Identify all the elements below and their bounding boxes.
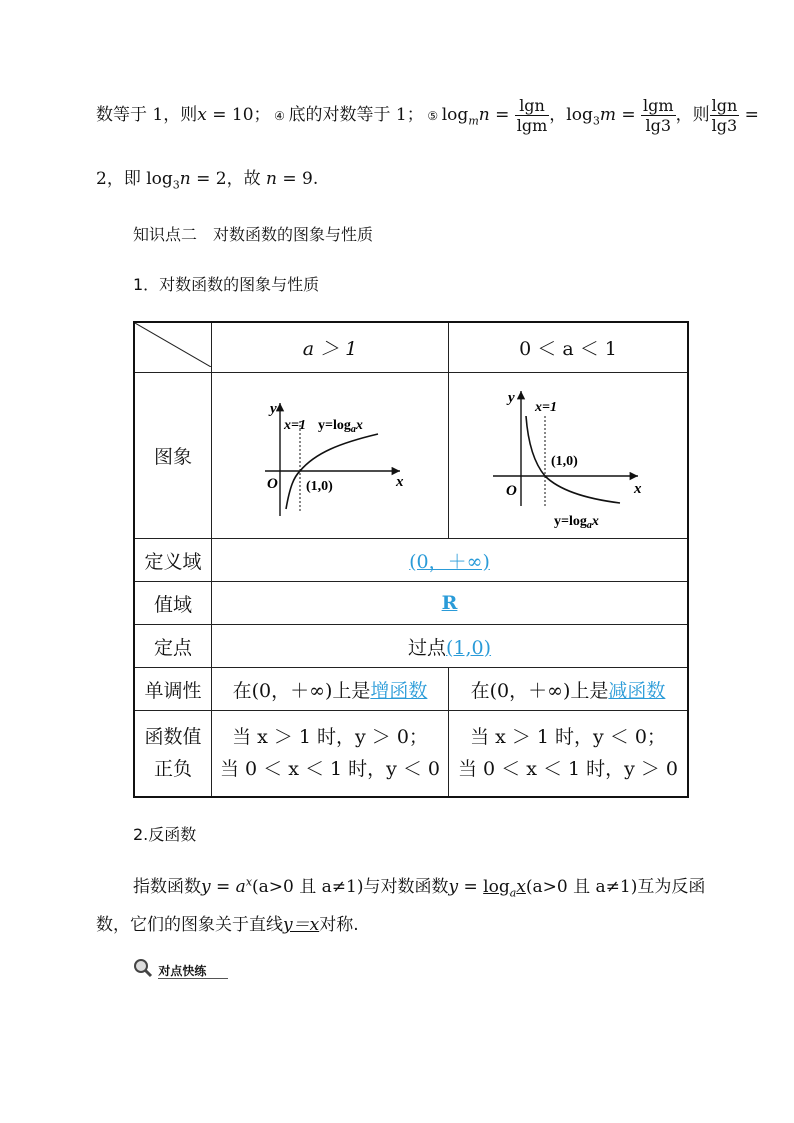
fraction-lgn-lgm: $\frac{\lg n}{\lg m}$: [516, 96, 548, 136]
graph1-point-label: (1,0): [306, 478, 333, 494]
graph1-y-label: y: [270, 400, 277, 417]
sign-a-gt-1-cell: 当 x ＞ 1 时，y ＞ 0； 当 0 ＜ x ＜ 1 时，y ＜ 0: [212, 711, 449, 797]
fixed-point-cell: 过点(1,0): [212, 625, 689, 668]
subsection-heading-2: 2.反函数: [133, 825, 197, 844]
graph1-x-label: x: [396, 473, 404, 490]
row-label-monotonicity: 单调性: [134, 668, 212, 711]
mono-decreasing: 减函数: [608, 679, 666, 702]
inverse-line-1: 指数函数$y = a^x(a>0$ 且 a≠1)与对数函数$y = \log_ax(a>0$ 且 a≠1)互为反函: [133, 875, 706, 900]
row-label-fixed-point: 定点: [134, 625, 212, 668]
line-blank: y＝x: [283, 915, 320, 935]
graph2-vline-label: x=1: [535, 399, 557, 415]
graph2-y-label: y: [508, 389, 515, 406]
subsection-heading-1: 1．对数函数的图象与性质: [133, 275, 320, 294]
fraction-lgm-lg3: $\frac{\lg m}{\lg 3}$: [643, 96, 674, 136]
log-function-table: [133, 321, 689, 798]
log-graph-a-gt-1: [250, 391, 410, 521]
graph2-origin: O: [506, 482, 517, 499]
section-heading: 知识点二 对数函数的图象与性质: [133, 225, 374, 244]
graph2-point-label: (1,0): [551, 453, 578, 469]
graph1-curve-label: $y=\log_ax$: [318, 417, 363, 435]
mono-increasing: 增函数: [370, 679, 428, 702]
diagonal-line: [135, 323, 211, 367]
circled-5: ⑤: [427, 109, 439, 124]
header-a-gt-1: a ＞ 1: [212, 322, 449, 373]
row-label-domain: 定义域: [134, 539, 212, 582]
row-label-range: 值域: [134, 582, 212, 625]
graph-decreasing: [449, 373, 688, 539]
text-line-2: 2，即 $\log_3n = 2$，故 n = 9.: [96, 169, 319, 192]
graph1-vline-label: x=1: [284, 417, 306, 433]
fraction-lgn-lg3: $\frac{\lg n}{\lg 3}$: [711, 96, 738, 136]
log-blank: $\log_ax$: [483, 877, 526, 900]
graph2-x-label: x: [634, 480, 642, 497]
corner-cell: [134, 322, 212, 373]
practice-label-row: [133, 958, 228, 983]
inverse-line-2: 数，它们的图象关于直线y＝x对称.: [96, 915, 359, 935]
text-line-1: 数等于 1，则x = 10； ④ 底的对数等于 1； ⑤ $\log_mn$ = $\frac{\lg n}{\lg m}$ ，$\log_3m$ = $\frac{\lg m}{\lg 3}$ ，则 $\frac{\lg n}{\lg 3}$ =: [96, 96, 759, 136]
circled-4: ④: [274, 109, 285, 124]
domain-value-cell: [212, 539, 689, 582]
mono-increasing-cell: 在(0，＋∞)上是增函数: [212, 668, 449, 711]
mono-decreasing-cell: 在(0，＋∞)上是减函数: [449, 668, 688, 711]
domain-value: (0，＋∞): [409, 550, 490, 573]
practice-label: 对点快练: [158, 964, 228, 979]
magnifier-icon: [133, 958, 153, 983]
range-value-cell: [212, 582, 689, 625]
graph1-origin: O: [267, 475, 278, 492]
log-graph-a-lt-1: [488, 381, 648, 531]
row-label-sign: 函数值 正负: [134, 711, 212, 797]
range-value: R: [441, 592, 458, 614]
graph-increasing: [212, 373, 449, 539]
graph2-curve-label: $y=\log_ax$: [554, 513, 599, 531]
fixed-point-value: (1,0): [445, 636, 492, 659]
header-a-lt-1: 0 ＜ a ＜ 1: [449, 322, 688, 373]
sign-a-lt-1-cell: 当 x ＞ 1 时，y ＜ 0； 当 0 ＜ x ＜ 1 时，y ＞ 0: [449, 711, 688, 797]
row-label-graph: 图象: [134, 373, 212, 539]
